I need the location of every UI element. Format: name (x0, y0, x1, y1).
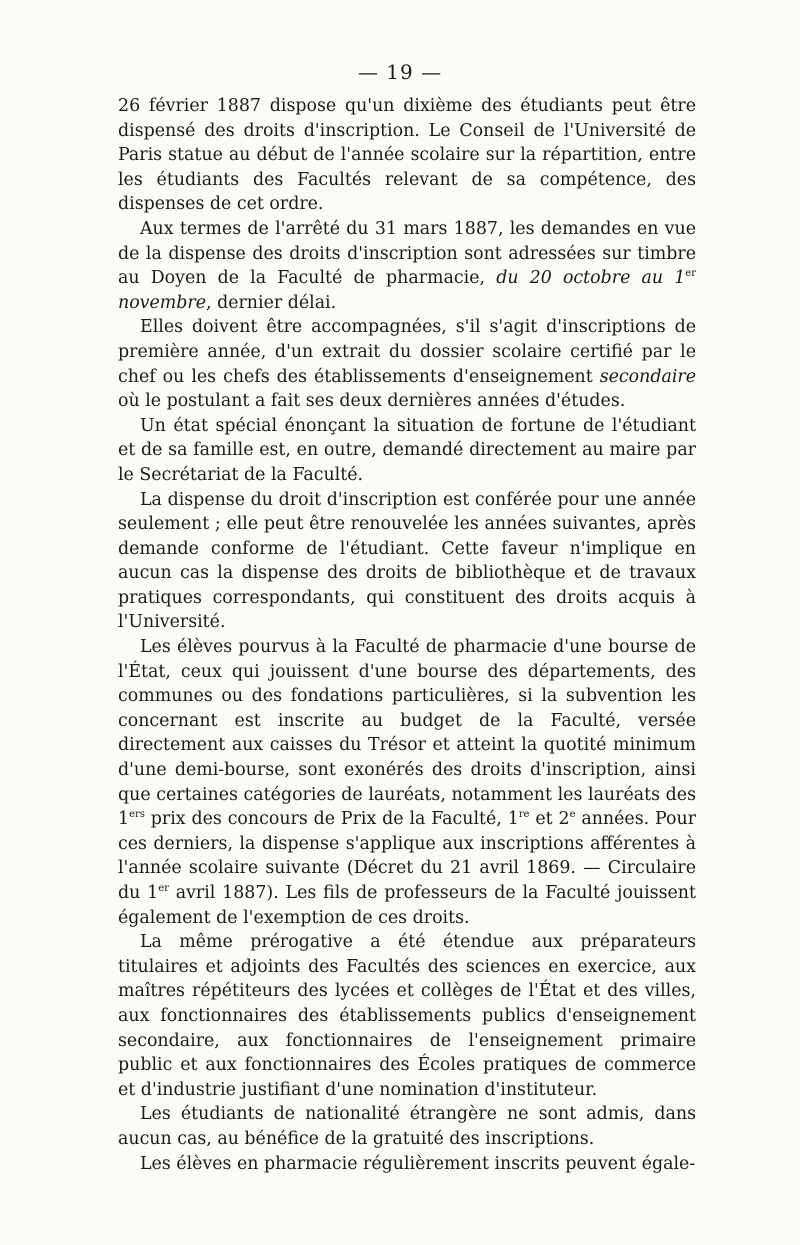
paragraph-3 (118, 315, 696, 413)
body-text (118, 94, 696, 1176)
p3-text-b: où le postulant a fait ses deux dernières années d'études. (118, 391, 626, 412)
paragraph-6 (118, 635, 696, 930)
paragraph-5: La dispense du droit d'inscription est conférée pour une année seulement ; elle peut être renouvelée les années suivantes, après demande conforme de l'étudiant. Cette faveur n'implique en aucun cas la dispense des droits de bibliothèque et de travaux pratiques correspondants, qui constituent des droits acquis à l'Université. (118, 489, 696, 633)
p6-superscript-3: e (569, 809, 576, 821)
p6-superscript-2: re (518, 809, 530, 821)
p2-superscript: er (685, 268, 696, 280)
paragraph-4: Un état spécial énonçant la situation de fortune de l'étudiant et de sa famille est, en outre, demandé directement au maire par le Secrétariat de la Faculté. (118, 415, 696, 485)
page-number: — 19 — (357, 60, 443, 84)
p3-text-a: Elles doivent être accompagnées, s'il s'agit d'inscriptions de première année, d'un extrait du dossier scolaire certifié par le chef ou les chefs des établissements d'enseignement (118, 317, 696, 387)
p2-emphasis-1: du 20 octobre au 1 (496, 268, 686, 289)
p6-text-d: années. Pour ces derniers, la dispense s'applique aux inscriptions afférentes à l'année scolaire suivante (Décret du 21 avril 1869. — Circulaire du 1 (118, 809, 697, 903)
p6-text-a: Les élèves pourvus à la Faculté de pharmacie d'une bourse de l'État, ceux qui jouissent d'une bourse des départements, des communes ou des fondations particulières, si la subvention les concernant est inscrite au budget de la Faculté, versée directement aux caisses du Trésor et atteint la quotité minimum d'une demi-bourse, sont exonérés des droits d'inscription, ainsi que certaines catégories de lauréats, notamment les lauréats des 1 (118, 637, 696, 830)
p6-text-b: prix des concours de Prix de la Faculté, 1 (150, 809, 519, 830)
paragraph-8: Les étudiants de nationalité étrangère ne sont admis, dans aucun cas, au bénéfice de la gratuité des inscriptions. (118, 1104, 696, 1149)
p6-text-c: et 2 (535, 809, 570, 830)
paragraph-1: 26 février 1887 dispose qu'un dixième des étudiants peut être dispensé des droits d'inscription. Le Conseil de l'Université de Paris statue au début de l'année scolaire sur la répartition, entre les étudiants des Facultés relevant de sa compétence, des dispenses de cet ordre. (118, 96, 696, 215)
p2-text-a: Aux termes de l'arrêté du 31 mars 1887, les demandes en vue de la dispense des droits d'inscription sont adressées sur timbre au Doyen de la Faculté de pharmacie, (118, 218, 696, 289)
paragraph-7: La même prérogative a été étendue aux préparateurs titulaires et adjoints des Facultés des sciences en exercice, aux maîtres répétiteurs des lycées et collèges de l'État et des villes, aux fonctionnaires des établissements publics d'enseignement secondaire, aux fonctionnaires de l'enseignement primaire public et aux fonctionnaires des Écoles pratiques de commerce et d'industrie justifiant d'une nomination d'instituteur. (118, 932, 696, 1100)
p6-superscript-1: ers (129, 809, 145, 821)
p3-emphasis: secondaire (599, 366, 697, 387)
p2-text-b: , dernier délai. (206, 292, 337, 313)
p6-text-e: avril 1887). Les fils de professeurs de la Faculté jouissent également de l'exemption de ces droits. (118, 883, 696, 928)
p2-emphasis-2: novembre (118, 292, 207, 313)
paragraph-9: Les élèves en pharmacie régulièrement inscrits peuvent égale- (140, 1153, 696, 1174)
p6-superscript-4: er (158, 883, 169, 895)
paragraph-2 (118, 217, 696, 315)
